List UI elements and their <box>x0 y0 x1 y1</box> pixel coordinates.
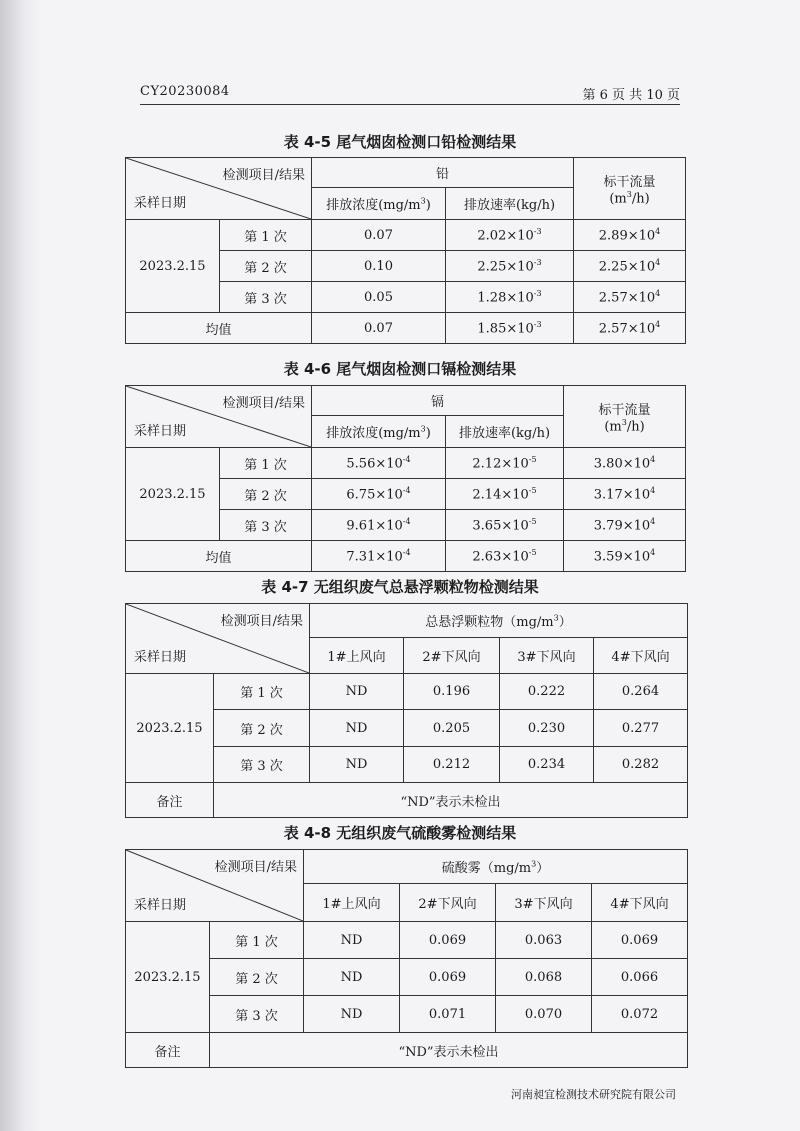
average-label: 均值 <box>126 541 312 572</box>
rate-header: 排放速率(kg/h) <box>446 416 564 448</box>
note-label: 备注 <box>126 783 214 818</box>
cell: 0.10 <box>312 251 446 282</box>
column-header: 4#下风向 <box>592 884 688 922</box>
row-label: 第 1 次 <box>220 220 312 251</box>
average-label: 均值 <box>126 313 312 344</box>
header-items-label: 检测项目/结果 <box>214 860 297 875</box>
cell: $3.59\times 10^4$ <box>564 541 686 572</box>
cell: $2.57\times 10^4$ <box>574 282 686 313</box>
cell: 0.069 <box>592 922 688 959</box>
cell: $7.31\times 10^{-4}$ <box>312 541 446 572</box>
cell: ND <box>304 959 400 996</box>
table-4-7 <box>125 603 688 818</box>
diagonal-header-cell <box>126 850 304 922</box>
cell: $3.17\times 10^4$ <box>564 479 686 510</box>
cell: $2.89\times 10^4$ <box>574 220 686 251</box>
header-items-label: 检测项目/结果 <box>222 396 305 411</box>
document-id: CY20230084 <box>140 84 230 99</box>
note-text: “ND”表示未检出 <box>210 1033 688 1068</box>
flow-header: 标干流量 $(m^3/h)$ <box>564 386 686 448</box>
group-header: 总悬浮颗粒物$(mg/m^3)$ <box>310 604 688 638</box>
cell: $3.79\times 10^4$ <box>564 510 686 541</box>
cell: 0.282 <box>594 747 688 783</box>
cell: 0.07 <box>312 313 446 344</box>
row-label: 第 1 次 <box>220 448 312 479</box>
cell: 0.069 <box>400 959 496 996</box>
row-label: 第 2 次 <box>220 251 312 282</box>
cell: ND <box>310 747 404 783</box>
cell: 0.05 <box>312 282 446 313</box>
cell: ND <box>310 710 404 747</box>
cell: 0.196 <box>404 674 500 710</box>
table-4-6-title: 表 4-6 尾气烟囱检测口镉检测结果 <box>283 360 517 378</box>
cell: $1.85\times 10^{-3}$ <box>446 313 574 344</box>
cell: ND <box>304 922 400 959</box>
cell: $2.57\times 10^4$ <box>574 313 686 344</box>
cell: 0.072 <box>592 996 688 1033</box>
row-label: 第 2 次 <box>210 959 304 996</box>
table-4-5-title: 表 4-5 尾气烟囱检测口铅检测结果 <box>283 133 517 151</box>
cell: $2.02\times 10^{-3}$ <box>446 220 574 251</box>
header-date-label: 采样日期 <box>134 898 187 913</box>
cell: 0.230 <box>500 710 594 747</box>
cell: 0.205 <box>404 710 500 747</box>
diagonal-header-cell <box>126 386 312 448</box>
group-header: 铅 <box>312 158 574 188</box>
page-binding-shadow <box>0 0 42 1131</box>
cell: 0.222 <box>500 674 594 710</box>
cell: 0.063 <box>496 922 592 959</box>
cell: 0.212 <box>404 747 500 783</box>
row-label: 第 3 次 <box>214 747 310 783</box>
cell: ND <box>304 996 400 1033</box>
cell: $2.12\times 10^{-5}$ <box>446 448 564 479</box>
cell: $5.56\times 10^{-4}$ <box>312 448 446 479</box>
cell: $3.80\times 10^4$ <box>564 448 686 479</box>
company-footer: 河南昶宜检测技术研究院有限公司 <box>511 1088 676 1101</box>
sampling-date: 2023.2.15 <box>126 922 210 1033</box>
cell: $6.75\times 10^{-4}$ <box>312 479 446 510</box>
row-label: 第 2 次 <box>220 479 312 510</box>
table-4-7-title: 表 4-7 无组织废气总悬浮颗粒物检测结果 <box>261 578 539 596</box>
column-header: 1#上风向 <box>310 638 404 674</box>
cell: 0.264 <box>594 674 688 710</box>
diagonal-header-cell <box>126 604 310 674</box>
header-items-label: 检测项目/结果 <box>222 168 305 183</box>
cell: $9.61\times 10^{-4}$ <box>312 510 446 541</box>
cell: 0.070 <box>496 996 592 1033</box>
table-4-5 <box>125 157 686 344</box>
cell: $3.65\times 10^{-5}$ <box>446 510 564 541</box>
group-header: 硫酸雾$(mg/m^3)$ <box>304 850 688 884</box>
concentration-header: 排放浓度$(mg/m^3)$ <box>312 416 446 448</box>
note-text: “ND”表示未检出 <box>214 783 688 818</box>
row-label: 第 3 次 <box>210 996 304 1033</box>
cell: $2.63\times 10^{-5}$ <box>446 541 564 572</box>
header-date-label: 采样日期 <box>134 424 187 439</box>
table-4-6 <box>125 385 686 572</box>
cell: ND <box>310 674 404 710</box>
cell: 0.071 <box>400 996 496 1033</box>
sampling-date: 2023.2.15 <box>126 220 220 313</box>
cell: $2.25\times 10^{-3}$ <box>446 251 574 282</box>
row-label: 第 1 次 <box>214 674 310 710</box>
group-header: 镉 <box>312 386 564 416</box>
sampling-date: 2023.2.15 <box>126 674 214 783</box>
column-header: 2#下风向 <box>404 638 500 674</box>
row-label: 第 2 次 <box>214 710 310 747</box>
cell: $2.25\times 10^4$ <box>574 251 686 282</box>
diagonal-header-cell <box>126 158 312 220</box>
note-label: 备注 <box>126 1033 210 1068</box>
row-label: 第 3 次 <box>220 282 312 313</box>
concentration-header: 排放浓度$(mg/m^3)$ <box>312 188 446 220</box>
row-label: 第 1 次 <box>210 922 304 959</box>
row-label: 第 3 次 <box>220 510 312 541</box>
cell: 0.068 <box>496 959 592 996</box>
cell: 0.277 <box>594 710 688 747</box>
cell: 0.07 <box>312 220 446 251</box>
header-date-label: 采样日期 <box>134 650 187 665</box>
column-header: 2#下风向 <box>400 884 496 922</box>
column-header: 1#上风向 <box>304 884 400 922</box>
page-number: 第 6 页 共 10 页 <box>582 88 680 103</box>
table-4-8-title: 表 4-8 无组织废气硫酸雾检测结果 <box>283 824 517 842</box>
sampling-date: 2023.2.15 <box>126 448 220 541</box>
header-items-label: 检测项目/结果 <box>220 614 303 629</box>
cell: 0.066 <box>592 959 688 996</box>
cell: 0.234 <box>500 747 594 783</box>
cell: $2.14\times 10^{-5}$ <box>446 479 564 510</box>
flow-header: 标干流量 $(m^3/h)$ <box>574 158 686 220</box>
column-header: 3#下风向 <box>496 884 592 922</box>
column-header: 3#下风向 <box>500 638 594 674</box>
cell: $1.28\times 10^{-3}$ <box>446 282 574 313</box>
cell: 0.069 <box>400 922 496 959</box>
table-4-8 <box>125 849 688 1068</box>
page-header <box>140 82 680 105</box>
header-date-label: 采样日期 <box>134 196 187 211</box>
rate-header: 排放速率(kg/h) <box>446 188 574 220</box>
column-header: 4#下风向 <box>594 638 688 674</box>
